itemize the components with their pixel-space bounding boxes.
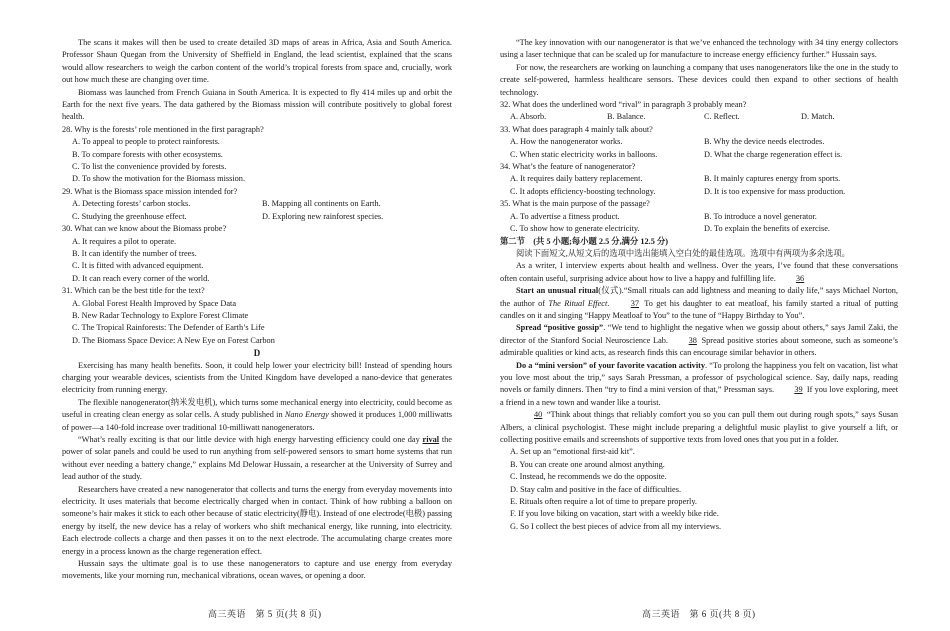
question-29-option: D. Exploring new rainforest species. bbox=[262, 211, 384, 221]
question-29-option: C. Studying the greenhouse effect. bbox=[72, 211, 187, 221]
page-footer-right: 高三英语 第 6 页(共 8 页) bbox=[642, 609, 756, 619]
passage-d-paragraph: For now, the researchers are working on launching a company that uses nanogenerators like the one in the study to create self-powered, harmless healthcare sensors. These devices could then expand to other sections of health technology. bbox=[500, 62, 898, 97]
book-title: The Ritual Effect bbox=[548, 298, 608, 308]
question-32-option: B. Balance. bbox=[607, 112, 646, 122]
text-run: “Think about things that reliably comfort you so you can pull them out during rough spots,” says Susan Albers, a clinical psychologist. These might include preparing a delightful music playlist to give yourself a lift, or collecting positive emails and screenshots of supportive texts from loved ones that you put in a folder. bbox=[500, 410, 898, 444]
question-29-stem: 29. What is the Biomass space mission intended for? bbox=[62, 186, 238, 196]
text-run: . bbox=[607, 298, 613, 308]
question-33-option: C. When static electricity works in balloons. bbox=[510, 149, 658, 159]
question-32-options-row bbox=[510, 111, 898, 123]
question-34-options-row bbox=[510, 186, 898, 198]
question-28-option: C. To list the convenience provided by forests. bbox=[72, 162, 227, 172]
question-35-options-row bbox=[510, 223, 898, 235]
question-32-stem: 32. What does the underlined word “rival” in paragraph 3 probably mean? bbox=[500, 100, 747, 110]
right-page-column bbox=[500, 37, 898, 533]
question-35-options-row bbox=[510, 211, 898, 223]
blank-36: 36 bbox=[795, 273, 805, 283]
tip-heading: Spread “positive gossip” bbox=[516, 323, 604, 333]
gap-fill-paragraph bbox=[500, 285, 898, 322]
tip-heading: Start an unusual ritual bbox=[516, 286, 599, 296]
question-35-option: B. To introduce a novel generator. bbox=[704, 211, 817, 221]
passage-c-paragraph: The scans it makes will then be used to create detailed 3D maps of areas in Africa, Asia and South America. Professor Shaun Quegan from the University of Sheffield in England, the lead scientist, explained that the scans would allow researchers to weigh the carbon content of the world’s tropical forests from space and, crucially, work out how much these are changing over time. bbox=[62, 38, 452, 85]
question-35-option: D. To explain the benefits of exercise. bbox=[704, 224, 830, 234]
blank-38: 38 bbox=[688, 335, 697, 345]
choice-option: C. Instead, he recommends we do the opposite. bbox=[510, 472, 667, 482]
text-run: The flexible nanogenerator(纳米发电机), which turns some mechanical energy into electricity, could become as useful in creating clean energy as solar cells. A study published in bbox=[62, 397, 452, 420]
question-28-option: A. To appeal to people to protect rainforests. bbox=[72, 137, 220, 147]
gap-fill-paragraph bbox=[500, 322, 898, 359]
left-page-column bbox=[62, 37, 452, 583]
choice-option: G. So I collect the best pieces of advice from all my interviews. bbox=[510, 521, 722, 531]
question-30-option: B. It can identify the number of trees. bbox=[72, 248, 197, 258]
question-31-option: A. Global Forest Health Improved by Space Data bbox=[72, 298, 237, 308]
question-34-option: A. It requires daily battery replacement. bbox=[510, 174, 643, 184]
question-33-option: D. What the charge regeneration effect is. bbox=[704, 149, 843, 159]
choice-option: B. You can create one around almost anything. bbox=[510, 459, 665, 469]
section-2-title: 第二节 (共 5 小题;每小题 2.5 分,满分 12.5 分) bbox=[500, 236, 669, 246]
question-29-options-row bbox=[72, 211, 452, 223]
blank-40: 40 bbox=[534, 410, 543, 420]
question-28-option: B. To compare forests with other ecosystems. bbox=[72, 149, 223, 159]
question-31-option: C. The Tropical Rainforests: The Defender of Earth’s Life bbox=[72, 323, 265, 333]
question-35-stem: 35. What is the main purpose of the passage? bbox=[500, 199, 650, 209]
journal-name: Nano Energy bbox=[284, 410, 329, 420]
question-28-stem: 28. Why is the forests’ role mentioned in the first paragraph? bbox=[62, 124, 264, 134]
text-run: . “We tend to highlight the negative when we gossip about others,” says Jamil Zaki, the director of the Stanford Social Neuroscience Lab. bbox=[500, 323, 898, 345]
question-28-option: D. To show the motivation for the Biomass mission. bbox=[72, 174, 246, 184]
passage-d-paragraph bbox=[62, 434, 452, 484]
question-32-option: A. Absorb. bbox=[510, 112, 547, 122]
question-32-option: C. Reflect. bbox=[704, 112, 740, 122]
question-30-stem: 30. What can we know about the Biomass probe? bbox=[62, 224, 227, 234]
question-33-option: B. Why the device needs electrodes. bbox=[704, 137, 825, 147]
question-34-options-row bbox=[510, 173, 898, 185]
passage-d-paragraph: Exercising has many health benefits. Soon, it could help lower your electricity bill! Instead of spending hours charging your wearable devices, scientists from the United Kingdom have developed a nano-device that generates electricity from running energy. bbox=[62, 360, 452, 395]
gap-fill-paragraph bbox=[500, 360, 898, 410]
question-30-option: A. It requires a pilot to operate. bbox=[72, 236, 177, 246]
choice-option: A. Set up an “emotional first-aid kit”. bbox=[510, 447, 635, 457]
question-30-option: D. It can reach every corner of the world. bbox=[72, 273, 210, 283]
passage-d-paragraph: Hussain says the ultimate goal is to use these nanogenerators to capture and use energy from everyday movements, like your morning run, mechanical vibrations, ocean waves, or opening a door. bbox=[62, 559, 452, 581]
tip-heading: Do a “mini version” of your favorite vacation activity bbox=[516, 360, 706, 370]
question-31-option: B. New Radar Technology to Explore Forest Climate bbox=[72, 310, 249, 320]
question-31-stem: 31. Which can be the best title for the text? bbox=[62, 286, 205, 296]
section-2-instructions: 阅读下面短文,从短文后的选项中选出能填入空白处的最佳选项。选项中有两项为多余选项。 bbox=[516, 248, 850, 258]
passage-d-paragraph bbox=[62, 397, 452, 434]
question-32-option: D. Match. bbox=[801, 112, 835, 122]
question-35-option: A. To advertise a fitness product. bbox=[510, 211, 620, 221]
choice-option: D. Stay calm and positive in the face of difficulties. bbox=[510, 484, 682, 494]
question-29-option: A. Detecting forests’ carbon stocks. bbox=[72, 199, 191, 209]
passage-c-paragraph: Biomass was launched from French Guiana in South America. It is expected to fly 414 miles up and orbit the Earth for the next five years. The data gathered by the Biomass mission will contribute positively to global forest health. bbox=[62, 87, 452, 122]
passage-d-paragraph: Researchers have created a new nanogenerator that collects and turns the energy from everyday movements into electricity. It uses materials that become electrically charged when in contact. Think of how rubbing a balloon on someone’s hair makes it stick to each other because of static electricity(静电). Instead of one electrode(电极) passing energy by itself, the new device has a relay of workers who shift mechanical energy, like running, into electricity. Each electrode collects a charge and then passes it on to the next electrode. The accumulating charge creates more energy in a process known as the charge regeneration effect. bbox=[62, 484, 452, 556]
text-run: the power of solar panels and could be used to run anything from self-powered sensors to smart home systems that run without ever needing a battery change,” explains Md Delowar Hussain, a researcher at the University of Surrey and lead author of the study. bbox=[62, 435, 452, 482]
text-run: Spread positive stories about someone, such as someone’s admirable qualities or kind acts, as research finds this can encourage similar behavior in others. bbox=[500, 335, 899, 358]
passage-d-paragraph: “The key innovation with our nanogenerator is that we’ve enhanced the technology with 34 tiny energy collectors using a laser technique that can be scaled up for manufacture to increase energy efficiency further.” Hussain says. bbox=[500, 38, 898, 60]
question-33-stem: 33. What does paragraph 4 mainly talk about? bbox=[500, 124, 653, 134]
section-d-heading: D bbox=[253, 348, 261, 359]
choice-option: F. If you love biking on vacation, start with a weekly bike ride. bbox=[510, 509, 719, 519]
question-31-option: D. The Biomass Space Device: A New Eye on Forest Carbon bbox=[72, 335, 275, 345]
text-run: showed it produces 1,000 milliwatts of power—a 140-fold increase over traditional 10-milliwatt nanogenerators. bbox=[62, 410, 452, 432]
question-33-options-row bbox=[510, 149, 898, 161]
text-run: As a writer, I interview experts about health and wellness. Over the years, I’ve found that these conversations often contain useful, surprising advice about how to live a happy and fulfilling life. bbox=[500, 261, 898, 283]
blank-37: 37 bbox=[630, 298, 640, 308]
underlined-word-rival: rival bbox=[422, 435, 440, 444]
question-34-stem: 34. What’s the feature of nanogenerator? bbox=[500, 162, 636, 172]
text-run: “What’s really exciting is that our little device with high energy harvesting efficiency could one day bbox=[78, 435, 423, 444]
blank-39: 39 bbox=[794, 385, 803, 395]
text-run: . “To prolong the happiness you felt on vacation, list what you love most about the trip,” says Sarah Pressman, a professor of psychological science. Say, daily naps, reading novels or family dinners. Then “try to find a mini version of that,” Pressman says. bbox=[500, 360, 898, 395]
question-30-option: C. It is fitted with advanced equipment. bbox=[72, 261, 204, 271]
page-footer-left: 高三英语 第 5 页(共 8 页) bbox=[208, 609, 322, 619]
question-34-option: C. It adopts efficiency-boosting technology. bbox=[510, 186, 656, 196]
gap-fill-paragraph bbox=[500, 409, 898, 446]
text-run: If you love exploring, meet a friend in a new town and wander like a tourist. bbox=[500, 385, 899, 407]
question-33-options-row bbox=[510, 136, 898, 148]
question-29-option: B. Mapping all continents on Earth. bbox=[262, 199, 381, 209]
question-34-option: B. It mainly captures energy from sports. bbox=[704, 174, 841, 184]
question-33-option: A. How the nanogenerator works. bbox=[510, 137, 623, 147]
text-run: To get his daughter to eat meatloaf, his family started a ritual of putting candles on it and singing “Happy Meatloaf to You” to the tune of “Happy Birthday to You”. bbox=[500, 298, 898, 320]
question-35-option: C. To show how to generate electricity. bbox=[510, 224, 640, 234]
question-34-option: D. It is too expensive for mass production. bbox=[704, 186, 846, 196]
question-29-options-row bbox=[72, 198, 452, 210]
gap-fill-paragraph bbox=[500, 260, 898, 285]
text-run: (仪式).“Small rituals can add lightness and meaning to daily life,” says Michael Norton, the author of bbox=[500, 286, 898, 308]
choice-option: E. Rituals often require a lot of time to prepare properly. bbox=[510, 497, 697, 507]
